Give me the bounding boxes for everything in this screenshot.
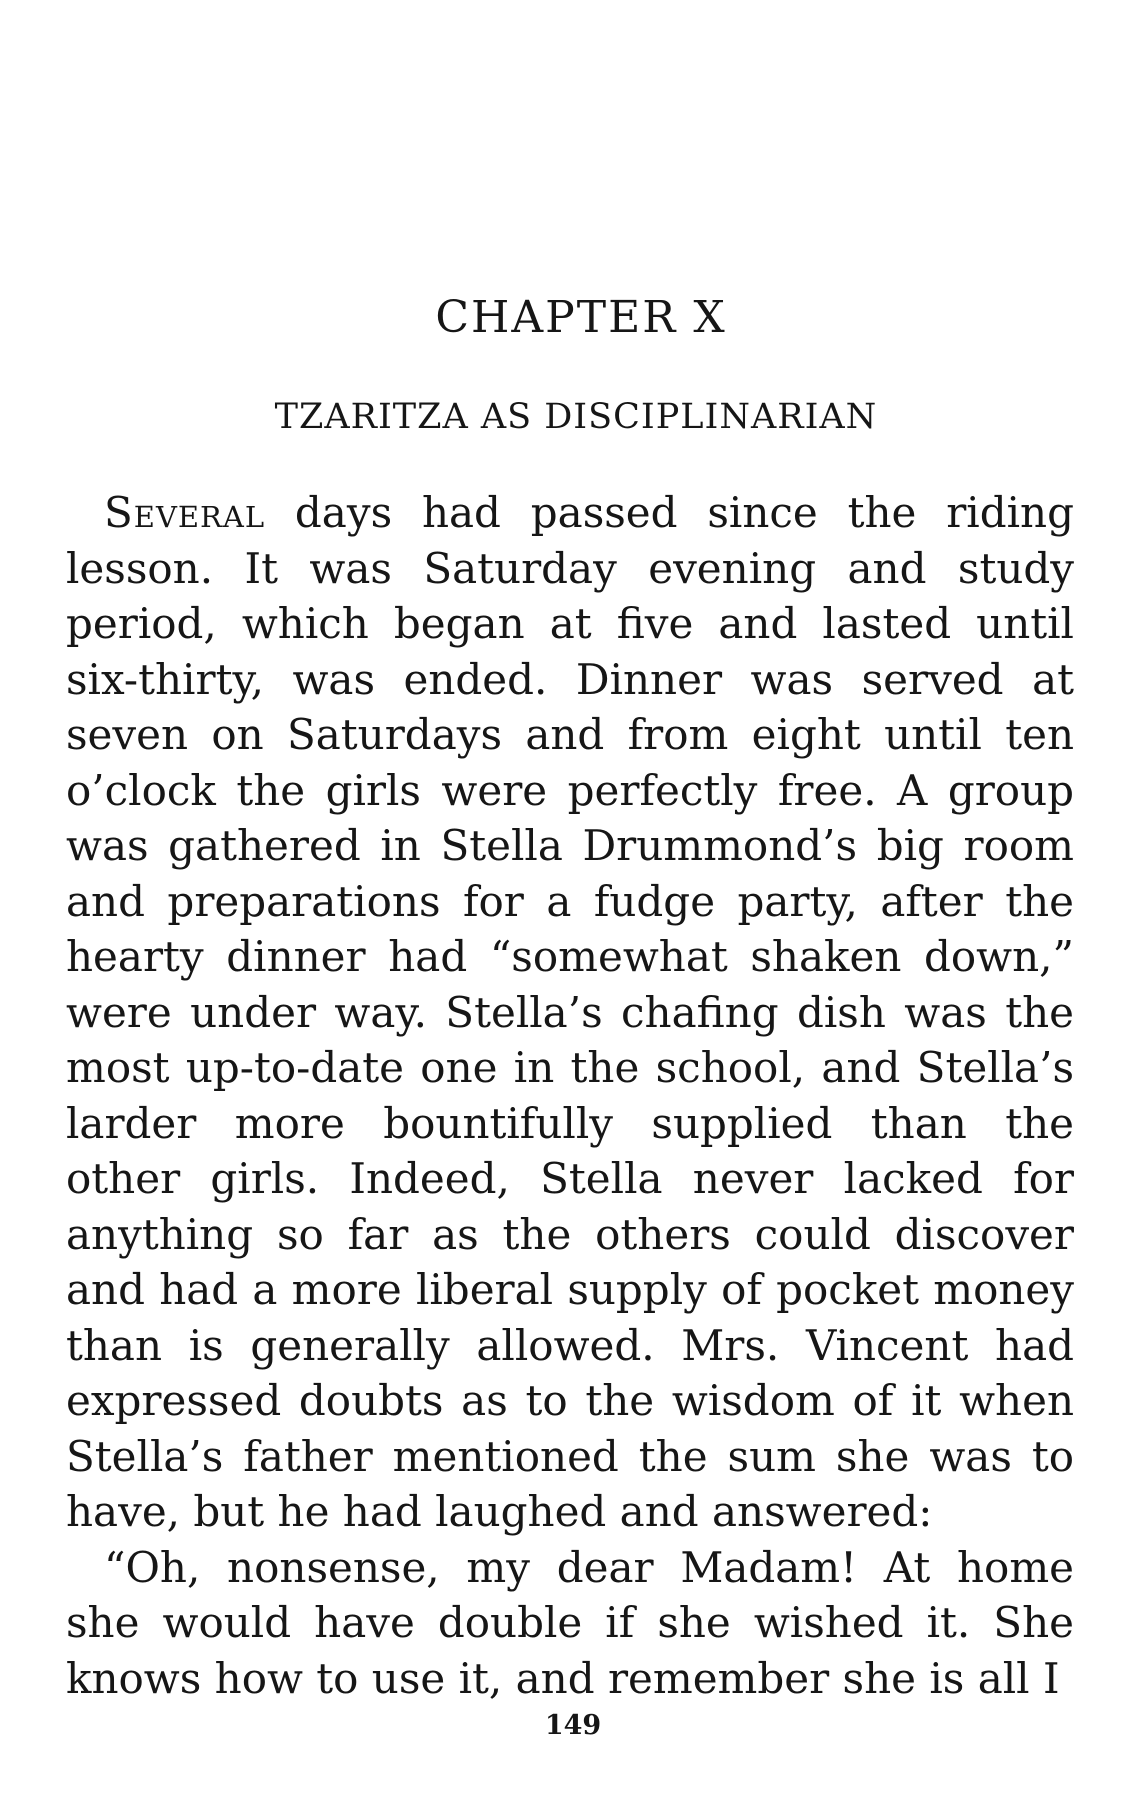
body-text xyxy=(66,485,1074,1706)
chapter-title: CHAPTER X xyxy=(435,292,727,343)
paragraph-text: days had passed since the riding lesson. It was Saturday evening and study period, which began at five and lasted until six-thirty, was ended. Dinner was served at seven on Saturdays and from eight until ten o’clock the girls were perfectly free. A group was gathered in Stella Drummond’s big room and preparations for a fudge party, after the hearty dinner had “somewhat shaken down,” were under way. Stella’s chafing dish was the most up-to-date one in the school, and Stella’s larder more bountifully supplied than the other girls. Indeed, Stella never lacked for anything so far as the others could discover and had a more liberal supply of pocket money than is generally allowed. Mrs. Vincent had expressed doubts as to the wisdom of it when Stella’s father mentioned the sum she was to have, but he had laughed and answered: xyxy=(66,488,1074,1536)
paragraph xyxy=(66,485,1074,1540)
paragraph-lead: Several xyxy=(104,488,266,537)
paragraph-text: “Oh, nonsense, my dear Madam! At home she would have double if she wished it. She knows how to use it, and remember she is all I xyxy=(66,1542,1074,1703)
paragraph xyxy=(66,1540,1074,1707)
page-number: 149 xyxy=(544,1710,602,1741)
chapter-subtitle: TZARITZA AS DISCIPLINARIAN xyxy=(274,397,878,437)
